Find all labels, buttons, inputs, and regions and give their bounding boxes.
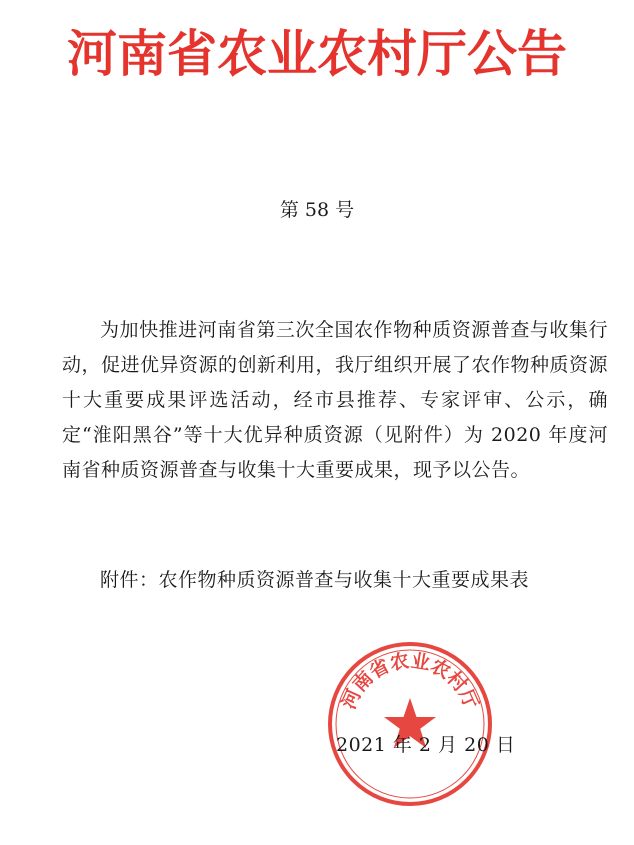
announcement-header-title: 河南省农业农村厅公告 — [67, 25, 567, 83]
attachment-line: 附件：农作物种质资源普查与收集十大重要成果表 — [100, 569, 530, 591]
issue-date: 2021 年 2 月 20 日 — [336, 734, 516, 756]
announcement-body-paragraph: 为加快推进河南省第三次全国农作物种质资源普查与收集行动，促进优异资源的创新利用，我厅组织开展了农作物种质资源十大重要成果评选活动，经市县推荐、专家评审、公示，确定“淮阳黑谷”等十大优异种质资源（见附件）为 2020 年度河南省种质资源普查与收集十大重要成果，现予以公告。 — [62, 319, 609, 481]
document-number: 第 58 号 — [279, 199, 355, 221]
official-seal-stamp — [326, 640, 494, 808]
seal-ring-textpath: 河南省农业农村厅 — [337, 649, 483, 713]
